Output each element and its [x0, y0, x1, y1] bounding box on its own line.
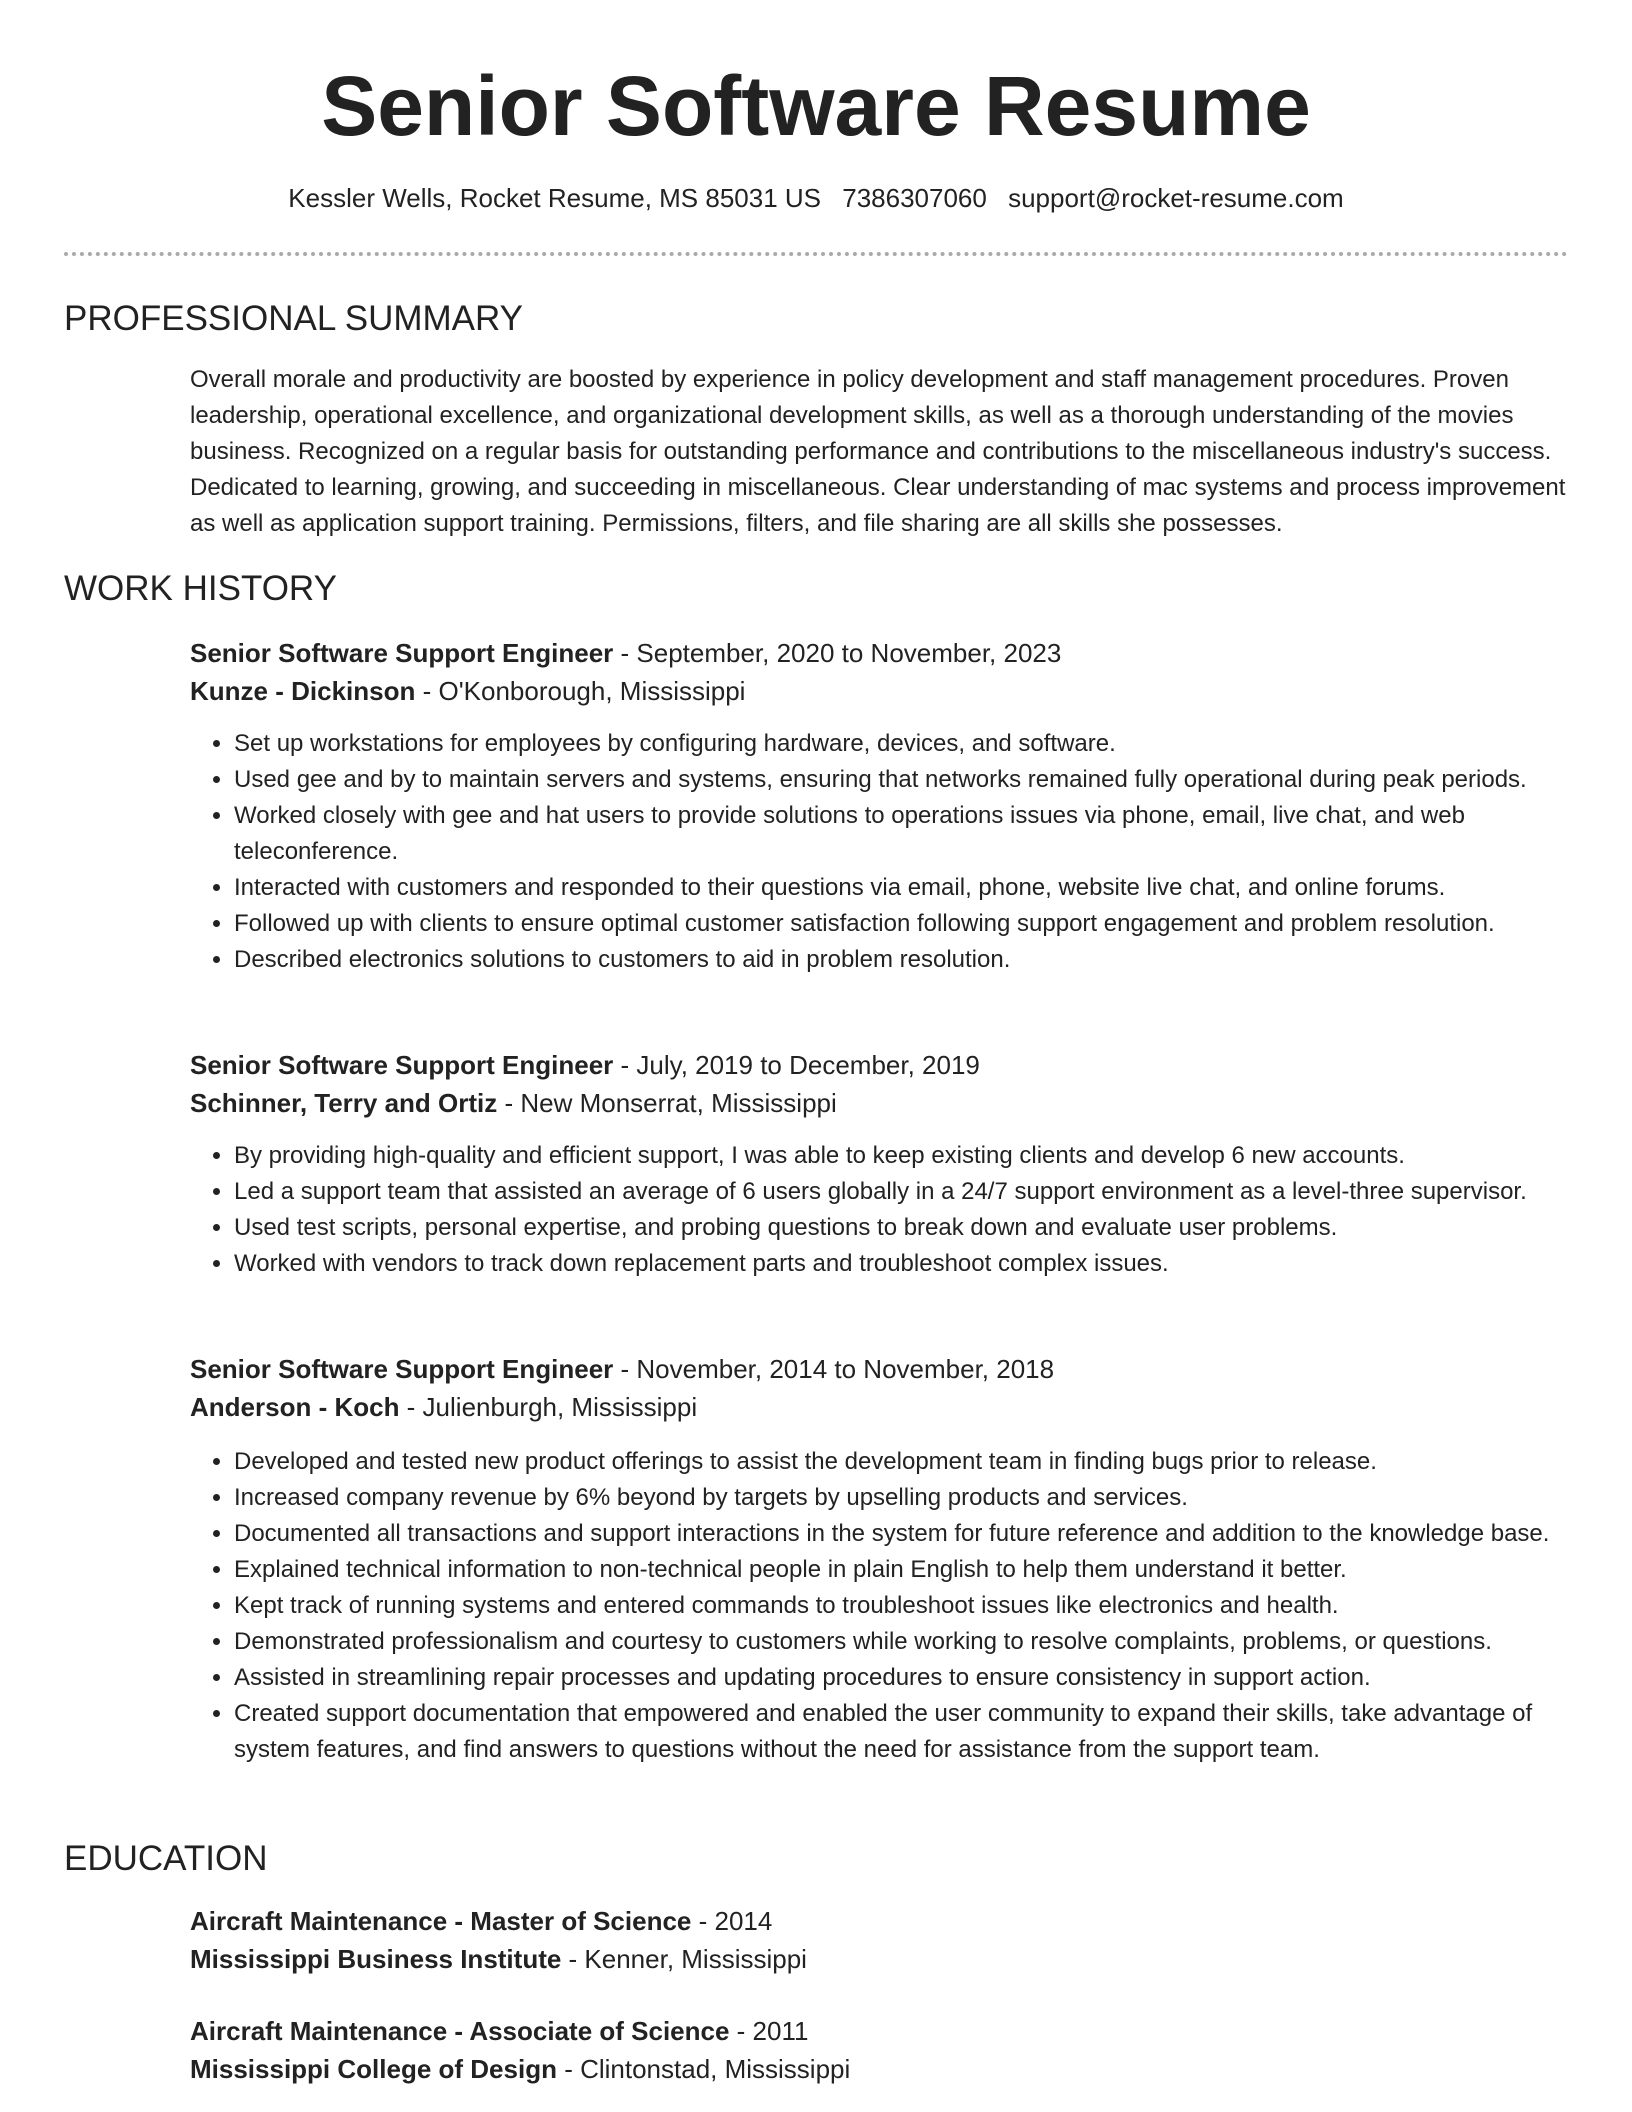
list-item: • By providing high-quality and efficient support, I was able to keep existing clients and develop 6 new accounts.: [234, 1138, 1570, 1174]
school-location: - Kenner, Mississippi: [561, 1944, 807, 1974]
list-item: • Used gee and by to maintain servers and systems, ensuring that networks remained fully operational during peak periods.: [234, 762, 1570, 798]
degree-year: - 2011: [729, 2016, 809, 2046]
contact-info: [0, 182, 1632, 214]
contact-phone: 7386307060: [842, 183, 987, 213]
resume-title: Senior Software Resume: [321, 59, 1311, 153]
degree-name: Aircraft Maintenance - Associate of Science: [190, 2016, 730, 2046]
list-item: • Described electronics solutions to customers to aid in problem resolution.: [234, 942, 1570, 978]
job-2-bullets: [190, 1138, 1570, 1282]
degree-name: Aircraft Maintenance - Master of Science: [190, 1906, 692, 1936]
contact-address: Kessler Wells, Rocket Resume, MS 85031 US: [288, 183, 822, 213]
company-location: - Julienburgh, Mississippi: [399, 1392, 698, 1422]
list-item: • Assisted in streamlining repair processes and updating procedures to ensure consistency in support action.: [234, 1660, 1570, 1696]
job-1-bullets: [190, 726, 1570, 978]
job-dates: - July, 2019 to December, 2019: [613, 1050, 980, 1080]
education-2-school-line: [190, 2050, 1570, 2088]
list-item: • Documented all transactions and support interactions in the system for future reference and addition to the knowledge base.: [234, 1516, 1570, 1552]
list-item: • Interacted with customers and responded to their questions via email, phone, website live chat, and online forums.: [234, 870, 1570, 906]
summary-heading: PROFESSIONAL SUMMARY: [64, 299, 523, 338]
job-1-title-line: [190, 634, 1570, 672]
company-location: - O'Konborough, Mississippi: [415, 676, 746, 706]
company-name: Schinner, Terry and Ortiz: [190, 1088, 498, 1118]
header-divider: [64, 252, 1568, 256]
list-item: • Developed and tested new product offerings to assist the development team in finding bugs prior to release.: [234, 1444, 1570, 1480]
education-1-degree-line: [190, 1902, 1570, 1940]
school-location: - Clintonstad, Mississippi: [556, 2054, 851, 2084]
company-location: - New Monserrat, Mississippi: [497, 1088, 837, 1118]
company-name: Anderson - Koch: [190, 1392, 400, 1422]
job-dates: - November, 2014 to November, 2018: [613, 1354, 1055, 1384]
education-heading: EDUCATION: [64, 1839, 268, 1878]
summary-text: Overall morale and productivity are boosted by experience in policy development and staff management procedures. Proven leadership, operational excellence, and organizational development skills, as well as a thorough understanding of the movies business. Recognized on a regular basis for outstanding performance and contributions to the miscellaneous industry's success. Dedicated to learning, growing, and succeeding in miscellaneous. Clear understanding of mac systems and process improvement as well as application support training. Permissions, filters, and file sharing are all skills she possesses.: [190, 366, 1566, 537]
job-3-bullets: [190, 1444, 1570, 1768]
list-item: • Followed up with clients to ensure optimal customer satisfaction following support engagement and problem resolution.: [234, 906, 1570, 942]
list-item: • Worked with vendors to track down replacement parts and troubleshoot complex issues.: [234, 1246, 1570, 1282]
job-title: Senior Software Support Engineer: [190, 1050, 614, 1080]
list-item: • Increased company revenue by 6% beyond by targets by upselling products and services.: [234, 1480, 1570, 1516]
job-2-title-line: [190, 1046, 1570, 1084]
list-item: • Explained technical information to non-technical people in plain English to help them understand it better.: [234, 1552, 1570, 1588]
job-dates: - September, 2020 to November, 2023: [613, 638, 1062, 668]
school-name: Mississippi College of Design: [190, 2054, 557, 2084]
list-item: • Set up workstations for employees by configuring hardware, devices, and software.: [234, 726, 1570, 762]
list-item: • Created support documentation that empowered and enabled the user community to expand their skills, take advantage of system features, and find answers to questions without the need for assistance from the support team.: [234, 1696, 1570, 1768]
contact-email: support@rocket-resume.com: [1008, 183, 1344, 213]
job-2-company-line: [190, 1084, 1570, 1122]
job-title: Senior Software Support Engineer: [190, 638, 614, 668]
job-1-company-line: [190, 672, 1570, 710]
job-3-title-line: [190, 1350, 1570, 1388]
job-3-company-line: [190, 1388, 1570, 1426]
school-name: Mississippi Business Institute: [190, 1944, 562, 1974]
list-item: • Demonstrated professionalism and courtesy to customers while working to resolve complaints, problems, or questions.: [234, 1624, 1570, 1660]
education-2-degree-line: [190, 2012, 1570, 2050]
degree-year: - 2014: [691, 1906, 773, 1936]
education-1-school-line: [190, 1940, 1570, 1978]
list-item: • Used test scripts, personal expertise, and probing questions to break down and evaluate user problems.: [234, 1210, 1570, 1246]
list-item: • Led a support team that assisted an average of 6 users globally in a 24/7 support environment as a level-three supervisor.: [234, 1174, 1570, 1210]
list-item: • Kept track of running systems and entered commands to troubleshoot issues like electronics and health.: [234, 1588, 1570, 1624]
company-name: Kunze - Dickinson: [190, 676, 416, 706]
list-item: • Worked closely with gee and hat users to provide solutions to operations issues via phone, email, live chat, and web teleconference.: [234, 798, 1570, 870]
work-history-heading: WORK HISTORY: [64, 569, 337, 608]
job-title: Senior Software Support Engineer: [190, 1354, 614, 1384]
